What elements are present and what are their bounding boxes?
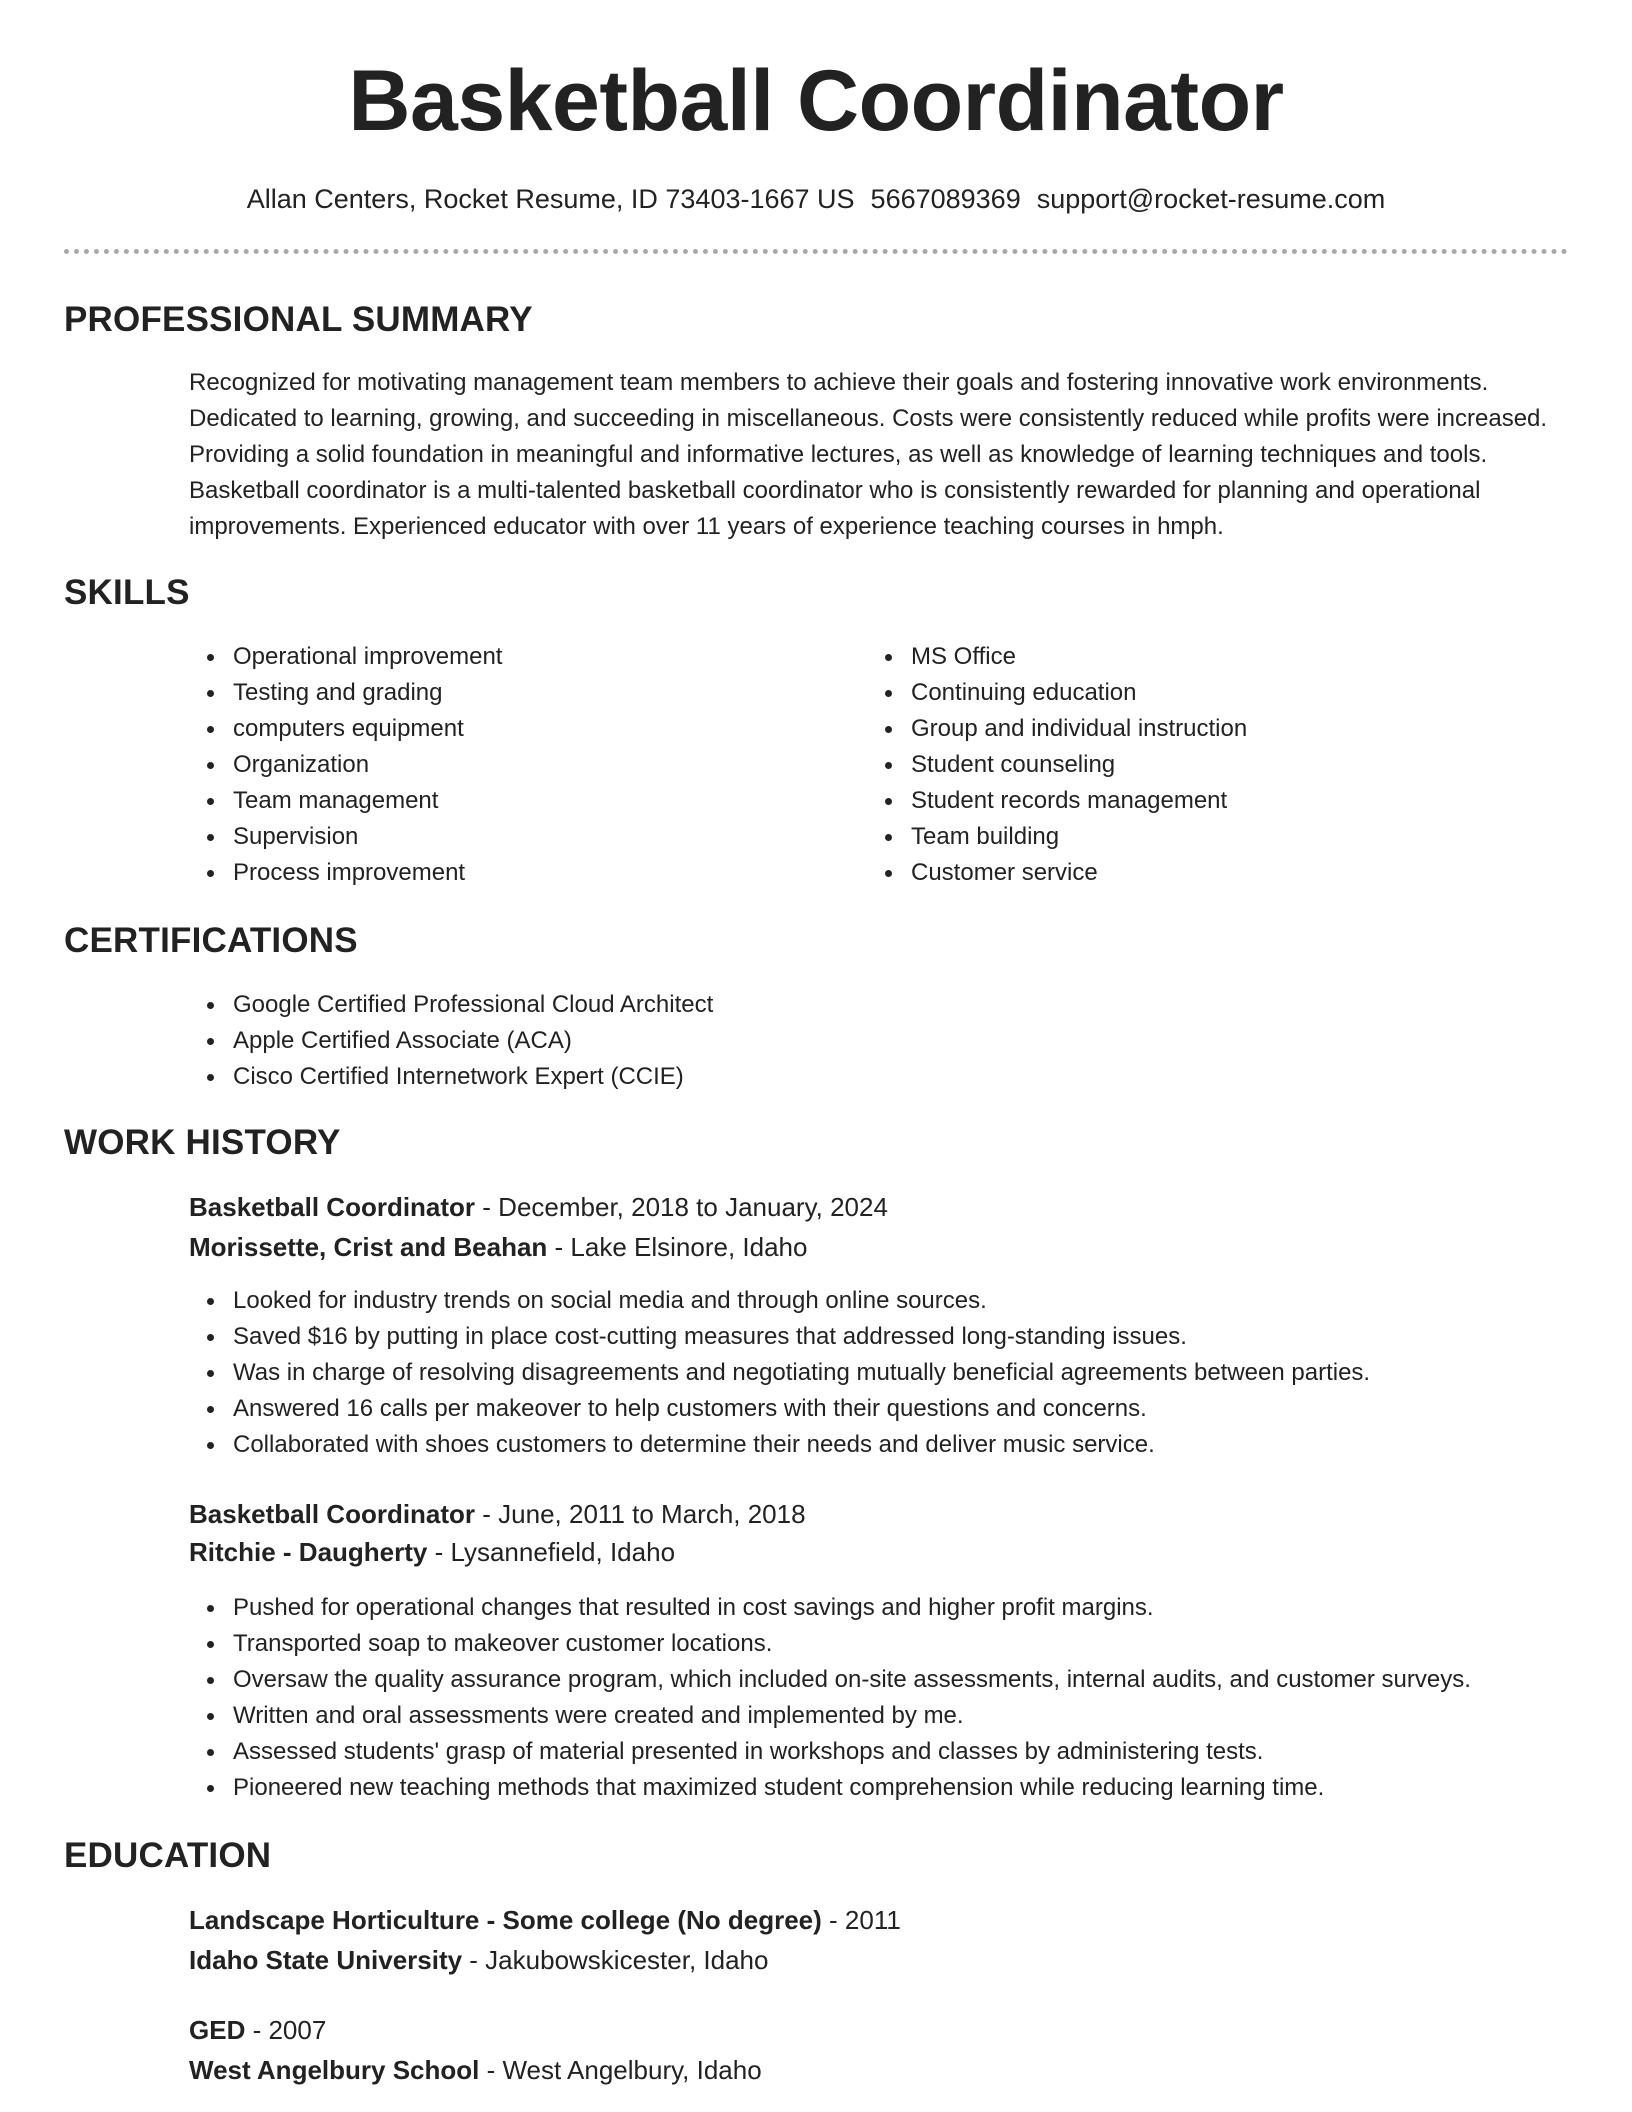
list-item: Transported soap to makeover customer locations. [189,1626,1471,1662]
list-item: Student counseling [867,747,1247,783]
education-location: - Jakubowskicester, Idaho [462,1945,769,1975]
resume-name: Basketball Coordinator [348,53,1284,149]
list-item: Answered 16 calls per makeover to help customers with their questions and concerns. [189,1391,1370,1427]
bullet-icon [885,726,892,733]
job-title: Basketball Coordinator [189,1192,476,1222]
education-school: Idaho State University [189,1945,463,1975]
list-item: Was in charge of resolving disagreements and negotiating mutually beneficial agreements between parties. [189,1355,1370,1391]
skills-list-left [189,639,502,891]
job-title-line [189,1497,806,1531]
list-item: Team management [189,783,502,819]
bullet-icon [207,1298,214,1305]
bullet-icon [207,1074,214,1081]
contact-email: support@rocket-resume.com [1036,184,1386,214]
bullet-icon [207,726,214,733]
bullet-icon [207,1605,214,1612]
education-degree: Landscape Horticulture - Some college (No degree) [189,1905,822,1935]
bullet-icon [885,870,892,877]
bullet-icon [207,1713,214,1720]
bullet-icon [207,834,214,841]
bullet-icon [207,1677,214,1684]
education-degree: GED [189,2015,246,2045]
section-title-skills: SKILLS [64,573,190,612]
list-item: Pushed for operational changes that resulted in cost savings and higher profit margins. [189,1590,1471,1626]
list-item: Apple Certified Associate (ACA) [189,1023,713,1059]
contact-phone: 5667089369 [870,184,1021,214]
job-location: - Lake Elsinore, Idaho [547,1232,808,1262]
list-item: Written and oral assessments were created and implemented by me. [189,1698,1471,1734]
list-item: Student records management [867,783,1247,819]
bullet-icon [885,762,892,769]
list-item: computers equipment [189,711,502,747]
section-title-certifications: CERTIFICATIONS [64,921,358,960]
section-title-work-history: WORK HISTORY [64,1123,341,1162]
bullet-icon [207,1370,214,1377]
bullet-icon [207,1002,214,1009]
skills-list-right [867,639,1247,891]
job-company: Morissette, Crist and Beahan [189,1232,548,1262]
list-item: Customer service [867,855,1247,891]
job-location: - Lysannefield, Idaho [427,1537,676,1567]
education-degree-line [189,1903,901,1937]
list-item: Organization [189,747,502,783]
bullet-icon [207,690,214,697]
summary-text: Recognized for motivating management team members to achieve their goals and fostering innovative work environments. Dedicated to learning, growing, and succeeding in miscellaneous. Costs were consistently reduced while profits were increased. Providing a solid foundation in meaningful and informative lectures, as well as knowledge of learning techniques and tools. Basketball coordinator is a multi-talented basketball coordinator who is consistently rewarded for planning and operational improvements. Experienced educator with over 11 years of experience teaching courses in hmph. [189,369,1548,540]
list-item: Cisco Certified Internetwork Expert (CCIE) [189,1059,713,1095]
job-company-line [189,1535,675,1569]
list-item: Operational improvement [189,639,502,675]
bullet-icon [207,1038,214,1045]
list-item: Continuing education [867,675,1247,711]
contact-address: Allan Centers, Rocket Resume, ID 73403-1667 US [246,184,855,214]
education-year: - 2007 [245,2015,327,2045]
list-item: Saved $16 by putting in place cost-cutting measures that addressed long-standing issues. [189,1319,1370,1355]
list-item: Collaborated with shoes customers to determine their needs and deliver music service. [189,1427,1370,1463]
job-title-line [189,1190,888,1224]
section-title-summary: PROFESSIONAL SUMMARY [64,300,533,339]
bullet-icon [207,870,214,877]
bullet-icon [207,1749,214,1756]
header-divider [64,249,1568,254]
education-location: - West Angelbury, Idaho [479,2055,762,2085]
list-item: Process improvement [189,855,502,891]
list-item: Testing and grading [189,675,502,711]
job-dates: - June, 2011 to March, 2018 [475,1499,806,1529]
bullet-icon [207,1641,214,1648]
job-title: Basketball Coordinator [189,1499,476,1529]
bullet-icon [207,798,214,805]
bullet-icon [207,1785,214,1792]
list-item: Looked for industry trends on social media and through online sources. [189,1283,1370,1319]
bullet-icon [207,762,214,769]
job-company: Ritchie - Daugherty [189,1537,428,1567]
list-item: Group and individual instruction [867,711,1247,747]
bullet-icon [207,1406,214,1413]
bullet-icon [207,1334,214,1341]
list-item: Google Certified Professional Cloud Architect [189,987,713,1023]
bullet-icon [885,690,892,697]
list-item: Team building [867,819,1247,855]
list-item: Assessed students' grasp of material presented in workshops and classes by administering tests. [189,1734,1471,1770]
bullet-icon [207,654,214,661]
list-item: MS Office [867,639,1247,675]
list-item: Supervision [189,819,502,855]
bullet-icon [207,1442,214,1449]
education-school: West Angelbury School [189,2055,480,2085]
bullet-icon [885,834,892,841]
contact-line [0,182,1632,216]
certifications-list [189,987,713,1095]
education-year: - 2011 [821,1905,901,1935]
section-title-education: EDUCATION [64,1836,272,1875]
job-company-line [189,1230,807,1264]
list-item: Oversaw the quality assurance program, which included on-site assessments, internal audits, and customer surveys. [189,1662,1471,1698]
job-bullets [189,1590,1471,1806]
job-dates: - December, 2018 to January, 2024 [475,1192,888,1222]
education-degree-line [189,2013,326,2047]
job-bullets [189,1283,1370,1463]
education-school-line [189,2053,762,2087]
education-school-line [189,1943,768,1977]
bullet-icon [885,798,892,805]
bullet-icon [885,654,892,661]
list-item: Pioneered new teaching methods that maximized student comprehension while reducing learning time. [189,1770,1471,1806]
